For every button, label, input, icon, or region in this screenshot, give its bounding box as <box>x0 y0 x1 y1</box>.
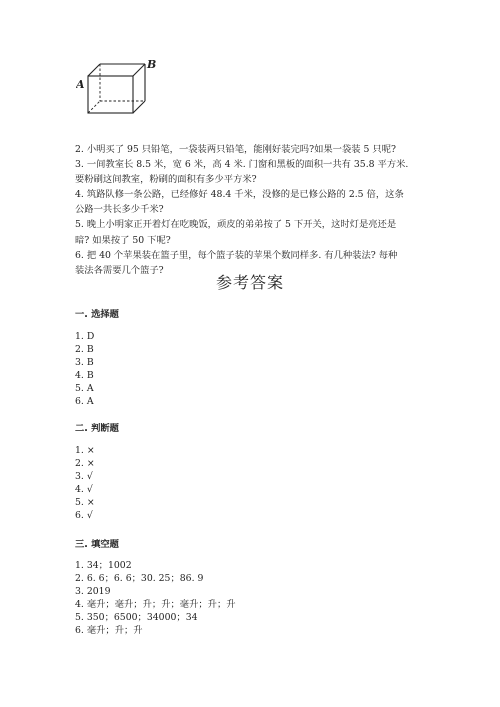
vertex-label-b: B <box>147 58 157 71</box>
question-line: 公路一共长多少千米? <box>75 204 164 216</box>
answer-item: 3. 2019 <box>75 586 111 598</box>
answer-item: 4. √ <box>75 484 93 496</box>
answer-list-fill <box>75 559 236 638</box>
answer-item: 2. × <box>75 458 95 470</box>
answer-item: 5. 350；6500；34000；34 <box>75 612 198 624</box>
answer-item: 3. B <box>75 357 94 369</box>
answer-item: 2. 6. 6；6. 6；30. 25；86. 9 <box>75 573 204 585</box>
answer-item: 6. √ <box>75 510 93 522</box>
question-line: 6. 把 40 个苹果装在篮子里，每个篮子装的苹果个数同样多. 有几种装法? 每种 <box>75 249 398 261</box>
answer-item: 1. × <box>75 445 95 456</box>
question-line: 5. 晚上小明家正开着灯在吃晚饭，顽皮的弟弟按了 5 下开关，这时灯是亮还是 <box>75 219 397 231</box>
answer-list-choice <box>75 330 94 409</box>
section-heading-judge: 二. 判断题 <box>75 423 119 434</box>
answer-item: 2. B <box>75 344 94 356</box>
answer-item: 3. √ <box>75 471 93 483</box>
answer-item: 1. D <box>75 331 95 342</box>
cube-figure <box>76 58 158 118</box>
answer-title: 参考答案 <box>215 273 284 292</box>
answer-item: 6. 毫升；升；升 <box>75 625 143 637</box>
question-line: 要粉刷这间教室，粉刷的面积有多少平方米? <box>75 174 257 186</box>
question-list <box>75 142 425 278</box>
answer-item: 6. A <box>75 396 94 408</box>
answer-item: 5. × <box>75 497 95 509</box>
question-line: 4. 筑路队修一条公路，已经修好 48.4 千米，没修的是已修公路的 2.5 倍，这条 <box>75 189 404 201</box>
answer-item: 4. B <box>75 370 94 382</box>
answer-item: 5. A <box>75 383 94 395</box>
answer-list-judge <box>75 444 95 523</box>
question-line: 3. 一间教室长 8.5 米，宽 6 米，高 4 米. 门窗和黑板的面积一共有 35.8 平方米. <box>75 159 409 171</box>
question-line: 2. 小明买了 95 只铅笔，一袋装两只铅笔，能刚好装完吗?如果一袋装 5 只呢? <box>75 144 396 155</box>
answer-item: 4. 毫升；毫升；升；升；毫升；升；升 <box>75 599 236 611</box>
question-line: 暗? 如果按了 50 下呢? <box>75 234 171 246</box>
answer-item: 1. 34；1002 <box>75 560 132 571</box>
section-heading-fill: 三. 填空题 <box>75 539 119 550</box>
question-line: 装法各需要几个篮子? <box>75 264 164 276</box>
section-heading-choice: 一. 选择题 <box>75 309 119 320</box>
vertex-label-a: A <box>76 78 85 91</box>
